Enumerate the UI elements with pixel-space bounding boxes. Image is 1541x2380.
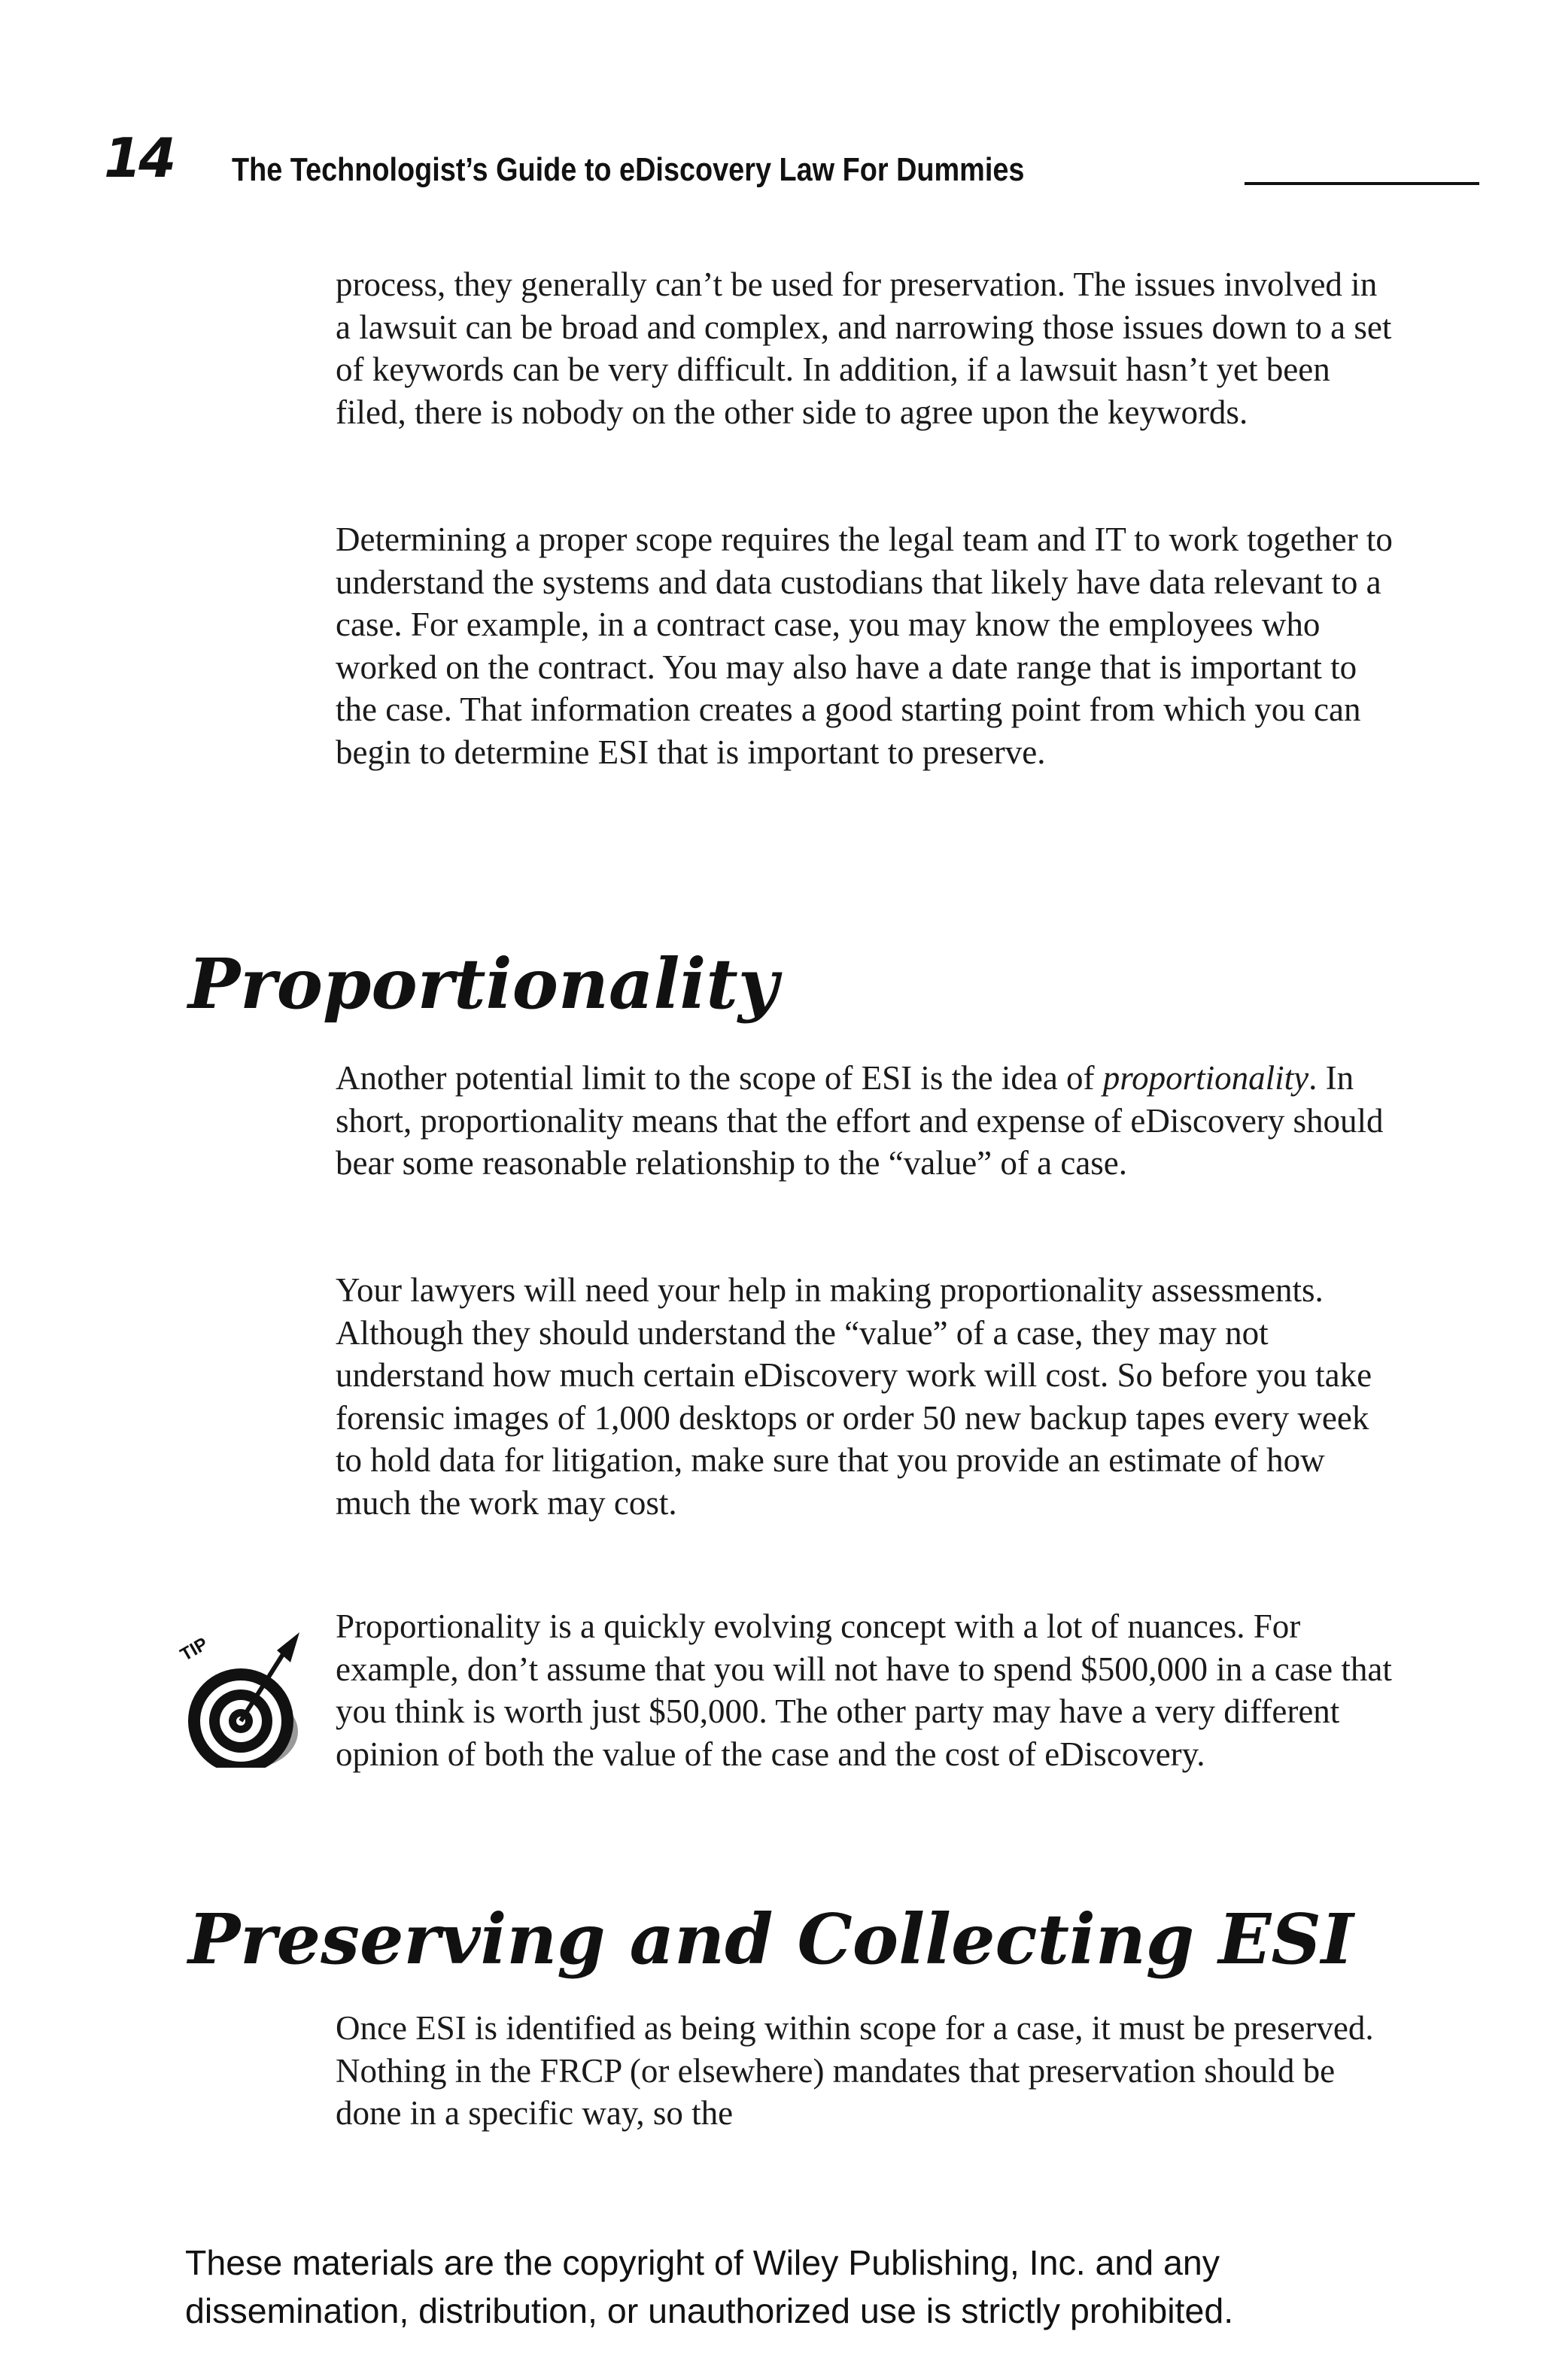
heading-preserving-collecting: Preserving and Collecting ESI xyxy=(188,1899,1354,1980)
paragraph-text: Once ESI is identified as being within scope for a case, it must be preserved. Nothing in the FRCP (or elsewhere) mandates that preservation should be done in a specific way, so the xyxy=(336,2009,1374,2132)
paragraph-scope xyxy=(336,518,1397,773)
paragraph-text: Your lawyers will need your help in making proportionality assessments. Although they should understand the “value” of a case, they may not understand how much certain eDiscovery work will cost. So before you take forensic images of 1,000 desktops or order 50 new backup tapes every week to hold data for litigation, make sure that you provide an estimate of how much the work may cost. xyxy=(336,1271,1372,1522)
copyright-footer xyxy=(185,2239,1464,2335)
page-number: 14 xyxy=(104,126,174,190)
emphasis-term: proportionality xyxy=(1102,1059,1309,1097)
paragraph-preserving xyxy=(336,2007,1397,2135)
footer-line-2: dissemination, distribution, or unauthorized use is strictly prohibited. xyxy=(185,2291,1234,2330)
paragraph-text: Determining a proper scope requires the legal team and IT to work together to understand the systems and data custodians that likely have data relevant to a case. For example, in a contract case, you may know the employees who worked on the contract. You may also have a date range that is important to the case. That information creates a good starting point from which you can begin to determine ESI that is important to preserve. xyxy=(336,521,1393,771)
paragraph-text: process, they generally can’t be used for preservation. The issues involved in a lawsuit can be broad and complex, and narrowing those issues down to a set of keywords can be very difficult. In addition, if a lawsuit hasn’t yet been filed, there is nobody on the other side to agree upon the keywords. xyxy=(336,266,1392,431)
running-title: The Technologist’s Guide to eDiscovery Law For Dummies xyxy=(232,151,1025,188)
header-rule xyxy=(1245,182,1479,185)
heading-proportionality: Proportionality xyxy=(188,943,779,1025)
tip-label: TIP xyxy=(177,1633,212,1665)
text-run: Another potential limit to the scope of ESI is the idea of xyxy=(336,1059,1103,1097)
tip-paragraph xyxy=(336,1605,1397,1775)
footer-line-1: These materials are the copyright of Wiley Publishing, Inc. and any xyxy=(185,2243,1220,2282)
paragraph-keywords xyxy=(336,263,1397,433)
tip-target-icon xyxy=(172,1617,307,1768)
page-header xyxy=(104,120,1383,203)
paragraph-text xyxy=(336,1057,1397,1185)
paragraph-proportionality-assessments xyxy=(336,1269,1397,1524)
paragraph-text: Proportionality is a quickly evolving concept with a lot of nuances. For example, don’t assume that you will not have to spend $500,000 in a case that you think is worth just $50,000. The other party may have a very different opinion of both the value of the case and the cost of eDiscovery. xyxy=(336,1607,1392,1773)
paragraph-proportionality-definition xyxy=(336,1057,1397,1185)
text-run: . In short, proportionality means that the effort and expense of eDiscovery should bear some reasonable relationship to the “value” of a case. xyxy=(336,1059,1384,1182)
